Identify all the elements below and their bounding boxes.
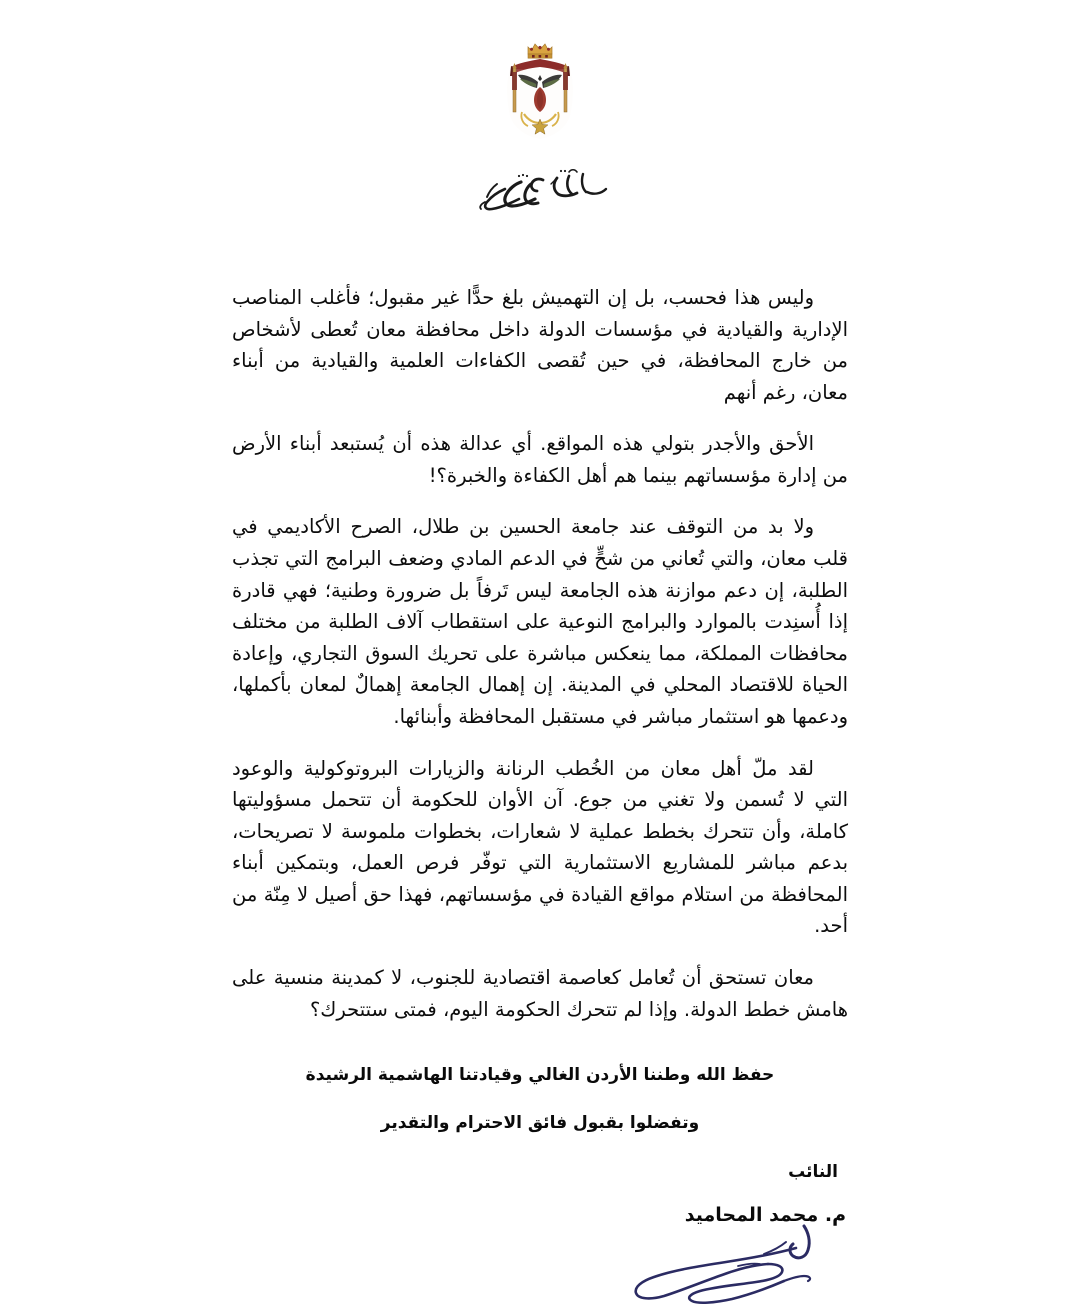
crown-icon xyxy=(528,44,552,58)
letter-paragraph: وليس هذا فحسب، بل إن التهميش بلغ حدًّا غير مقبول؛ فأغلب المناصب الإدارية والقيادية في مؤسسات الدولة داخل محافظة معان تُعطى لأشخاص من خارج المحافظة، في حين تُقصى الكفاءات العلمية والقيادية من أبناء معان، رغم أنهم xyxy=(232,286,848,404)
letter-paragraph: لقد ملّ أهل معان من الخُطب الرنانة والزيارات البروتوكولية والوعود التي لا تُسمن ولا تغني من جوع. آن الأوان للحكومة أن تتحمل مسؤوليتها كاملة، وأن تتحرك بخطط عملية لا شعارات، بخطوات ملموسة لا تصريحات، بدعم مباشر للمشاريع الاستثمارية التي توفّر فرص العمل، وبتمكين أبناء المحافظة من استلام مواقع القيادة في مؤسساتهم، فهذا حق أصيل لا مِنّة من أحد. xyxy=(232,756,848,938)
letter-paragraph: معان تستحق أن تُعامل كعاصمة اقتصادية للجنوب، لا كمدينة منسية على هامش خطط الدولة. وإذا لم تتحرك الحكومة اليوم، فمتى ستتحرك؟ xyxy=(232,965,848,1021)
closing-line-prayer: حفظ الله وطننا الأردن الغالي وقيادتنا الهاشمية الرشيدة xyxy=(305,1065,775,1086)
closing-salutation xyxy=(160,1025,920,1136)
handwritten-signature-icon xyxy=(618,1222,868,1314)
signatory-name: م. محمد المحاميد xyxy=(684,1204,846,1227)
jordan-hashemite-coat-of-arms-icon xyxy=(492,36,588,144)
signature-block xyxy=(160,1136,920,1314)
letter-paragraph: ولا بد من التوقف عند جامعة الحسين بن طلال، الصرح الأكاديمي في قلب معان، والتي تُعاني من شحٍّ في الدعم المادي وضعف البرامج التي تجذب الطلبة، إن دعم موازنة هذه الجامعة ليس تَرفاً بل ضرورة وطنية؛ فهي قادرة إذا أُسنِدت بالموارد والبرامج النوعية على استقطاب آلاف الطلبة من مختلف محافظات المملكة، مما ينعكس مباشرة على تحريك السوق التجاري، وإعادة الحياة للاقتصاد المحلي في المدينة. إن إهمال الجامعة إهمالٌ لمعان بأكملها، ودعمها هو استثمار مباشر في مستقبل المحافظة وأبنائها. xyxy=(232,515,848,728)
letterhead xyxy=(0,0,1080,214)
closing-line-regards: وتفضلوا بقبول فائق الاحترام والتقدير xyxy=(380,1112,700,1133)
majlis-al-nuwwab-calligraphy-icon xyxy=(465,162,615,214)
letter-paragraph: الأحق والأجدر بتولي هذه المواقع. أي عدالة هذه أن يُستبعد أبناء الأرض من إدارة مؤسساتهم بينما هم أهل الكفاءة والخبرة؟! xyxy=(232,432,848,487)
signatory-role: النائب xyxy=(788,1162,838,1183)
letter-body xyxy=(232,214,848,1025)
